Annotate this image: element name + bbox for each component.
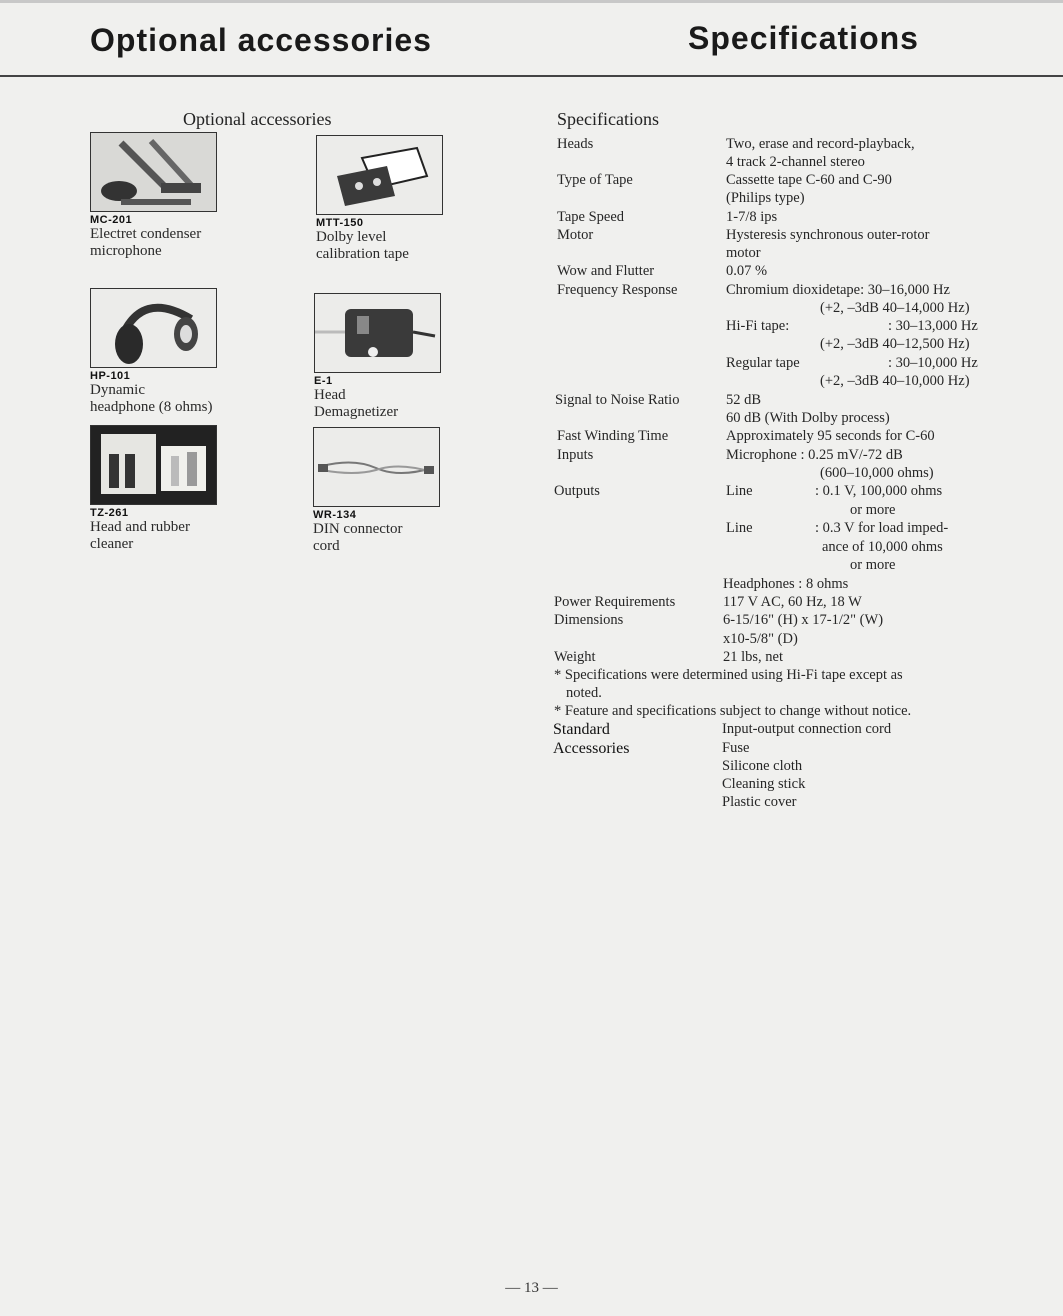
spec-note: * Specifications were determined using Hi-Fi tape except as xyxy=(554,667,903,683)
spec-value-freq-hifi-tol: (+2, –3dB 40–12,500 Hz) xyxy=(820,336,970,352)
page-title-right: Specifications xyxy=(688,20,919,56)
spec-value-out-line2: or more xyxy=(850,557,896,573)
spec-value-freq-chrome-tol: (+2, –3dB 40–14,000 Hz) xyxy=(820,300,970,316)
spec-value-power: 117 V AC, 60 Hz, 18 W xyxy=(723,594,862,610)
spec-value-snr: 52 dB xyxy=(726,392,762,408)
spec-label-freq-regular: Regular tape xyxy=(726,355,800,371)
spec-label-fast-winding: Fast Winding Time xyxy=(557,428,669,444)
spec-value-tape-type: (Philips type) xyxy=(726,190,805,206)
spec-value-snr: 60 dB (With Dolby process) xyxy=(726,410,890,426)
spec-label-motor: Motor xyxy=(557,227,594,243)
accessory-e-1 xyxy=(314,293,514,421)
accessory-model: HP-101 xyxy=(90,370,131,382)
standard-accessory-item: Plastic cover xyxy=(722,794,797,810)
accessory-desc: Dynamic headphone (8 ohms) xyxy=(90,382,213,415)
spec-value-inputs-impedance: (600–10,000 ohms) xyxy=(820,465,934,481)
headphone-icon xyxy=(90,288,217,368)
accessory-model: MTT-150 xyxy=(316,217,364,229)
spec-label-frequency: Frequency Response xyxy=(557,282,678,298)
standard-accessories-label: Accessories xyxy=(553,740,630,757)
spec-value-out-line1: : 0.1 V, 100,000 ohms xyxy=(815,483,943,499)
spec-value-tape-type: Cassette tape C-60 and C-90 xyxy=(726,172,892,188)
demagnetizer-icon xyxy=(314,293,441,373)
spec-label-wow: Wow and Flutter xyxy=(557,263,655,279)
spec-note: noted. xyxy=(566,685,602,701)
spec-value-freq-regular: : 30–10,000 Hz xyxy=(888,355,978,371)
accessory-model: WR-134 xyxy=(313,509,357,521)
standard-accessory-item: Input-output connection cord xyxy=(722,721,892,737)
accessory-desc: Electret condenser microphone xyxy=(90,226,202,259)
accessory-wr-134 xyxy=(313,427,513,555)
spec-value-heads: Two, erase and record-playback, xyxy=(726,136,915,152)
spec-label-tape-type: Type of Tape xyxy=(557,172,633,188)
specifications-title: Specifications xyxy=(557,109,659,129)
spec-label-out-line2: Line xyxy=(726,520,753,536)
spec-label-outputs: Outputs xyxy=(554,483,600,499)
spec-value-out-line2: : 0.3 V for load imped- xyxy=(815,520,949,536)
spec-value-tape-speed: 1-7/8 ips xyxy=(726,209,778,225)
spec-value-heads: 4 track 2-channel stereo xyxy=(726,154,865,170)
spec-label-inputs: Inputs xyxy=(557,447,594,463)
spec-label-power: Power Requirements xyxy=(554,594,676,610)
spec-value-dimensions: x10-5/8" (D) xyxy=(723,631,798,647)
spec-value-dimensions: 6-15/16" (H) x 17-1/2" (W) xyxy=(723,612,884,628)
spec-value-headphones: Headphones : 8 ohms xyxy=(723,576,849,592)
header-divider xyxy=(0,75,1063,77)
spec-value-freq-regular-tol: (+2, –3dB 40–10,000 Hz) xyxy=(820,373,970,389)
spec-label-heads: Heads xyxy=(557,136,594,152)
cassette-tape-icon xyxy=(316,135,443,215)
cleaner-kit-icon xyxy=(90,425,217,505)
accessory-desc: DIN connector cord xyxy=(313,521,403,554)
standard-accessory-item: Fuse xyxy=(722,740,750,756)
accessory-desc: Dolby level calibration tape xyxy=(316,229,409,262)
cable-icon xyxy=(313,427,440,507)
spec-value-motor: Hysteresis synchronous outer-rotor xyxy=(726,227,930,243)
accessory-model: E-1 xyxy=(314,375,333,387)
spec-value-freq-chrome: Chromium dioxidetape: 30–16,000 Hz xyxy=(726,282,950,298)
spec-value-weight: 21 lbs, net xyxy=(723,649,784,665)
accessory-mc-201 xyxy=(90,132,290,260)
spec-value-wow: 0.07 % xyxy=(726,263,768,279)
page-number: — 13 — xyxy=(505,1280,558,1296)
standard-accessories-label: Standard xyxy=(553,721,610,738)
accessory-mtt-150 xyxy=(316,135,516,263)
accessory-tz-261 xyxy=(90,425,290,553)
spec-value-fast-winding: Approximately 95 seconds for C-60 xyxy=(726,428,935,444)
spec-note: * Feature and specifications subject to change without notice. xyxy=(554,703,912,719)
accessory-hp-101 xyxy=(90,288,290,416)
page-title-left: Optional accessories xyxy=(90,22,432,58)
accessory-model: MC-201 xyxy=(90,214,133,226)
spec-label-dimensions: Dimensions xyxy=(554,612,624,628)
accessory-model: TZ-261 xyxy=(90,507,129,519)
spec-value-freq-hifi: : 30–13,000 Hz xyxy=(888,318,978,334)
spec-label-weight: Weight xyxy=(554,649,596,665)
top-border xyxy=(0,0,1063,3)
accessories-title: Optional accessories xyxy=(183,109,332,129)
spec-label-snr: Signal to Noise Ratio xyxy=(555,392,680,408)
microphone-icon xyxy=(90,132,217,212)
standard-accessory-item: Silicone cloth xyxy=(722,758,803,774)
spec-label-tape-speed: Tape Speed xyxy=(557,209,625,225)
spec-value-inputs: Microphone : 0.25 mV/-72 dB xyxy=(726,447,903,463)
accessory-desc: Head Demagnetizer xyxy=(314,387,399,420)
spec-label-freq-hifi: Hi-Fi tape: xyxy=(726,318,790,334)
spec-value-out-line2: ance of 10,000 ohms xyxy=(822,539,943,555)
spec-label-out-line1: Line xyxy=(726,483,753,499)
standard-accessory-item: Cleaning stick xyxy=(722,776,806,792)
accessory-desc: Head and rubber cleaner xyxy=(90,519,190,552)
spec-value-motor: motor xyxy=(726,245,761,261)
spec-value-out-line1: or more xyxy=(850,502,896,518)
